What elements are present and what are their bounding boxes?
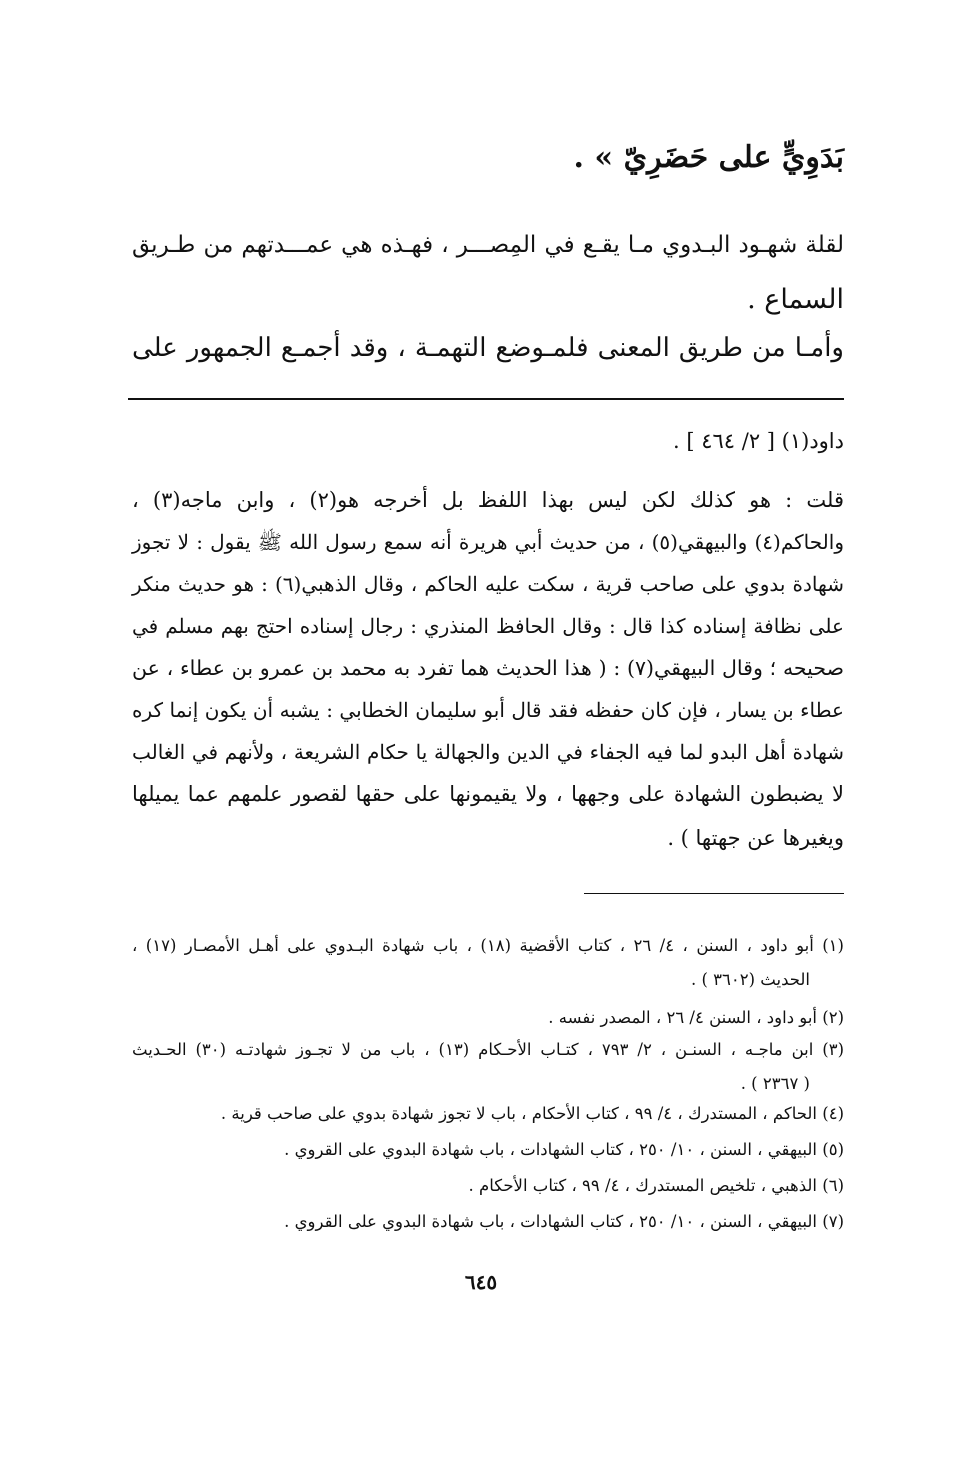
commentary-line: على نظافة إسناده كذا قال : وقال الحافظ المنذري : رجال إسناده احتج بهم مسلم في bbox=[132, 614, 844, 638]
footnote-line: (٢) أبو داود ، السنن ٤/ ٢٦ ، المصدر نفسه . bbox=[548, 1008, 844, 1027]
hadith-title: بَدَوِيٍّ على حَضَرِيّ » . bbox=[573, 140, 844, 175]
footnote-line: ( ٢٣٦٧ ) . bbox=[740, 1074, 810, 1093]
main-text-line: لقلة شهـود البـدوي مـا يقـع في المِصـــر ، فهـذه هي عمـــدتهم من طـريق bbox=[132, 232, 844, 258]
footnote-line: (٤) الحاكم ، المستدرك ، ٤/ ٩٩ ، كتاب الأحكام ، باب لا تجوز شهادة بدوي على صاحب قرية . bbox=[220, 1104, 844, 1123]
commentary-line: شهادة أهل البدو لما فيه الجفاء في الدين والجهالة يا حكام الشريعة ، ولأنهم في الغالب bbox=[132, 740, 844, 764]
footnote-line: (٥) البيهقي ، السنن ، ١٠/ ٢٥٠ ، كتاب الشهادات ، باب شهادة البدوي على القروي . bbox=[284, 1140, 844, 1159]
page-number: ٦٤٥ bbox=[464, 1270, 498, 1294]
commentary-line: صحيحه ؛ وقال البيهقي(٧) : ( هذا الحديث هما تفرد به محمد بن عمرو بن عطاء ، عن bbox=[132, 656, 844, 680]
main-text-line: وأمـا من طريق المعنى فلمـوضع التهمـة ، وقد أجمـع الجمهور على bbox=[132, 333, 844, 363]
footnote-line: (١) أبو داود ، السنن ، ٤/ ٢٦ ، كتاب الأقضية (١٨) ، باب شهادة البـدوي على أهـل الأمصـار (١٧) ، bbox=[132, 936, 844, 955]
footnote-line: (٧) البيهقي ، السنن ، ١٠/ ٢٥٠ ، كتاب الشهادات ، باب شهادة البدوي على القروي . bbox=[284, 1212, 844, 1231]
footnote-line: (٦) الذهبي ، تلخيص المستدرك ، ٤/ ٩٩ ، كتاب الأحكام . bbox=[468, 1176, 844, 1195]
commentary-line: ويغيرها عن جهتها ) . bbox=[667, 826, 844, 850]
footnote-line: الحديث (٣٦٠٢ ) . bbox=[690, 970, 810, 989]
commentary-line: قلت : هو كذلك لكن ليس بهذا اللفظ بل أخرجه هو(٢) ، وابن ماجه(٣) ، bbox=[132, 488, 844, 512]
footnote-line: (٣) ابن ماجـه ، السنـن ، ٢/ ٧٩٣ ، كتـاب الأحـكام (١٣) ، باب من لا تجـوز شهادتـه (٣٠) الحـديث bbox=[132, 1040, 844, 1059]
commentary-line: لا يضبطون الشهادة على وجهها ، ولا يقيمونها على حقها لقصور علمهم عما يميلها bbox=[132, 782, 844, 806]
footnote-separator bbox=[128, 398, 844, 400]
footnotes-separator bbox=[584, 893, 844, 894]
main-text-line: السماع . bbox=[747, 284, 844, 315]
commentary-line: عطاء بن يسار ، فإن كان حفظه فقد قال أبو سليمان الخطابي : يشبه أن يكون إنما كره bbox=[132, 698, 844, 722]
commentary-line: داود(١) [ ٢/ ٤٦٤ ] . bbox=[672, 429, 844, 453]
commentary-line: شهادة بدوي على صاحب قرية ، سكت عليه الحاكم ، وقال الذهبي(٦) : هو حديث منكر bbox=[132, 572, 844, 596]
commentary-line: والحاكم(٤) والبيهقي(٥) ، من حديث أبي هريرة أنه سمع رسول الله ﷺ يقول : لا تجوز bbox=[132, 530, 844, 554]
